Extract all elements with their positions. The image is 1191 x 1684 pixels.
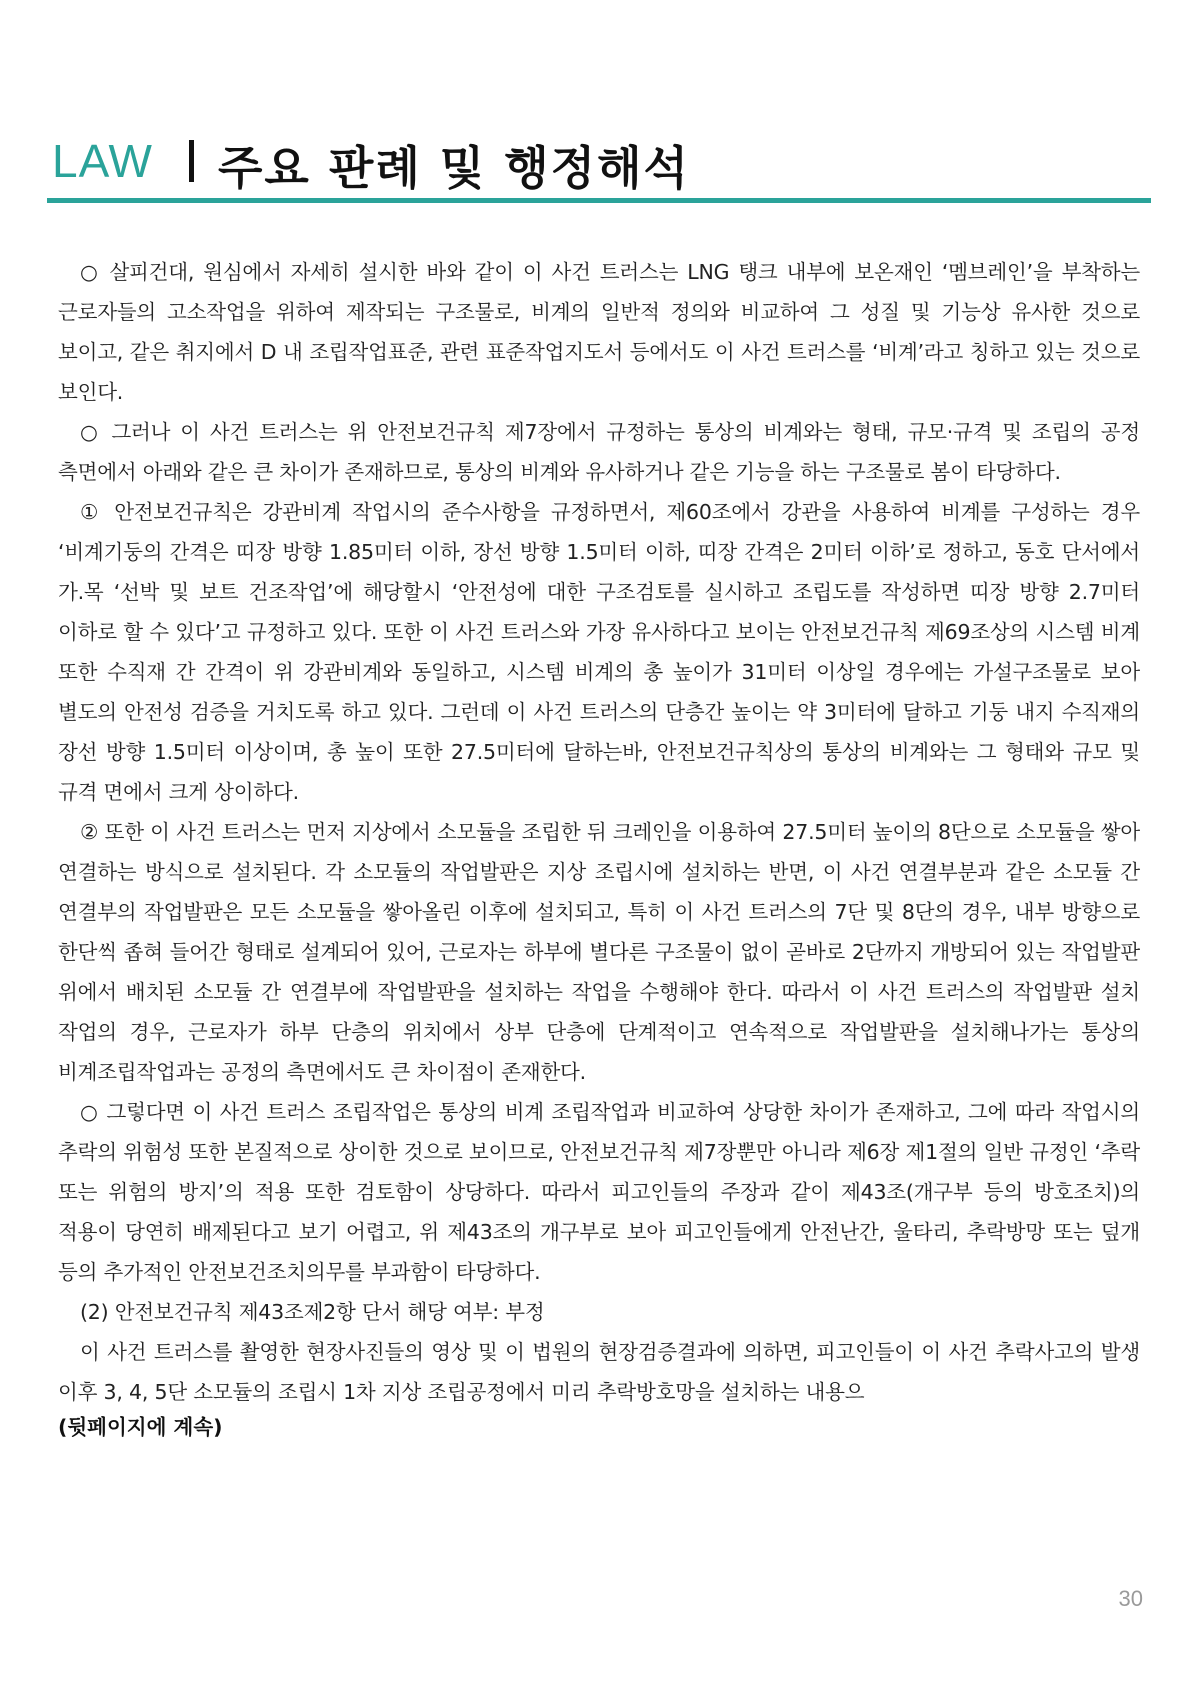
document-body	[58, 252, 1140, 1442]
title-separator	[189, 140, 194, 182]
page-title: 주요 판례 및 행정해석	[218, 141, 690, 195]
page-header	[50, 128, 1150, 200]
page-number: 30	[1118, 1586, 1143, 1611]
header-rule	[47, 198, 1151, 203]
paragraph-5: ○ 그렇다면 이 사건 트러스 조립작업은 통상의 비계 조립작업과 비교하여 상당한 차이가 존재하고, 그에 따라 작업시의 추락의 위험성 또한 본질적으로 상이한 것으로 보이므로, 안전보건규칙 제7장뿐만 아니라 제6장 제1절의 일반 규정인 ‘추락 또는 위험의 방지’의 적용 또한 검토함이 상당하다. 따라서 피고인들의 주장과 같이 제43조(개구부 등의 방호조치)의 적용이 당연히 배제된다고 보기 어렵고, 위 제43조의 개구부로 보아 피고인들에게 안전난간, 울타리, 추락방망 또는 덮개 등의 추가적인 안전보건조치의무를 부과함이 타당하다.	[58, 1100, 1140, 1284]
paragraph-6: 이 사건 트러스를 촬영한 현장사진들의 영상 및 이 법원의 현장검증결과에 의하면, 피고인들이 이 사건 추락사고의 발생 이후 3, 4, 5단 소모듈의 조립시 1차 지상 조립공정에서 미리 추락방호망을 설치하는 내용으	[58, 1340, 1140, 1404]
paragraph-2: ○ 그러나 이 사건 트러스는 위 안전보건규칙 제7장에서 규정하는 통상의 비계와는 형태, 규모·규격 및 조립의 공정 측면에서 아래와 같은 큰 차이가 존재하므로, 통상의 비계와 유사하거나 같은 기능을 하는 구조물로 봄이 타당하다.	[58, 420, 1140, 484]
subheading-2: (2) 안전보건규칙 제43조제2항 단서 해당 여부: 부정	[80, 1300, 545, 1324]
section-label: LAW	[52, 135, 153, 187]
paragraph-3: ① 안전보건규칙은 강관비계 작업시의 준수사항을 규정하면서, 제60조에서 강관을 사용하여 비계를 구성하는 경우 ‘비계기둥의 간격은 띠장 방향 1.85미터 이하, 장선 방향 1.5미터 이하, 띠장 간격은 2미터 이하’로 정하고, 동호 단서에서 가.목 ‘선박 및 보트 건조작업’에 해당할시 ‘안전성에 대한 구조검토를 실시하고 조립도를 작성하면 띠장 방향 2.7미터 이하로 할 수 있다’고 규정하고 있다. 또한 이 사건 트러스와 가장 유사하다고 보이는 안전보건규칙 제69조상의 시스템 비계 또한 수직재 간 간격이 위 강관비계와 동일하고, 시스템 비계의 총 높이가 31미터 이상일 경우에는 가설구조물로 보아 별도의 안전성 검증을 거치도록 하고 있다. 그런데 이 사건 트러스의 단층간 높이는 약 3미터에 달하고 기둥 내지 수직재의 장선 방향 1.5미터 이상이며, 총 높이 또한 27.5미터에 달하는바, 안전보건규칙상의 통상의 비계와는 그 형태와 규모 및 규격 면에서 크게 상이하다.	[58, 500, 1140, 804]
paragraph-1: ○ 살피건대, 원심에서 자세히 설시한 바와 같이 이 사건 트러스는 LNG 탱크 내부에 보온재인 ‘멤브레인’을 부착하는 근로자들의 고소작업을 위하여 제작되는 구조물로, 비계의 일반적 정의와 비교하여 그 성질 및 기능상 유사한 것으로 보이고, 같은 취지에서 D 내 조립작업표준, 관련 표준작업지도서 등에서도 이 사건 트러스를 ‘비계’라고 칭하고 있는 것으로 보인다.	[58, 260, 1140, 404]
paragraph-4: ② 또한 이 사건 트러스는 먼저 지상에서 소모듈을 조립한 뒤 크레인을 이용하여 27.5미터 높이의 8단으로 소모듈을 쌓아 연결하는 방식으로 설치된다. 각 소모듈의 작업발판은 지상 조립시에 설치하는 반면, 이 사건 연결부분과 같은 소모듈 간 연결부의 작업발판은 모든 소모듈을 쌓아올린 이후에 설치되고, 특히 이 사건 트러스의 7단 및 8단의 경우, 내부 방향으로 한단씩 좁혀 들어간 형태로 설계되어 있어, 근로자는 하부에 별다른 구조물이 없이 곧바로 2단까지 개방되어 있는 작업발판 위에서 배치된 소모듈 간 연결부에 작업발판을 설치하는 작업을 수행해야 한다. 따라서 이 사건 트러스의 작업발판 설치 작업의 경우, 근로자가 하부 단층의 위치에서 상부 단층에 단계적이고 연속적으로 작업발판을 설치해나가는 통상의 비계조립작업과는 공정의 측면에서도 큰 차이점이 존재한다.	[58, 820, 1140, 1084]
continuation-note: (뒷페이지에 계속)	[58, 1415, 223, 1439]
